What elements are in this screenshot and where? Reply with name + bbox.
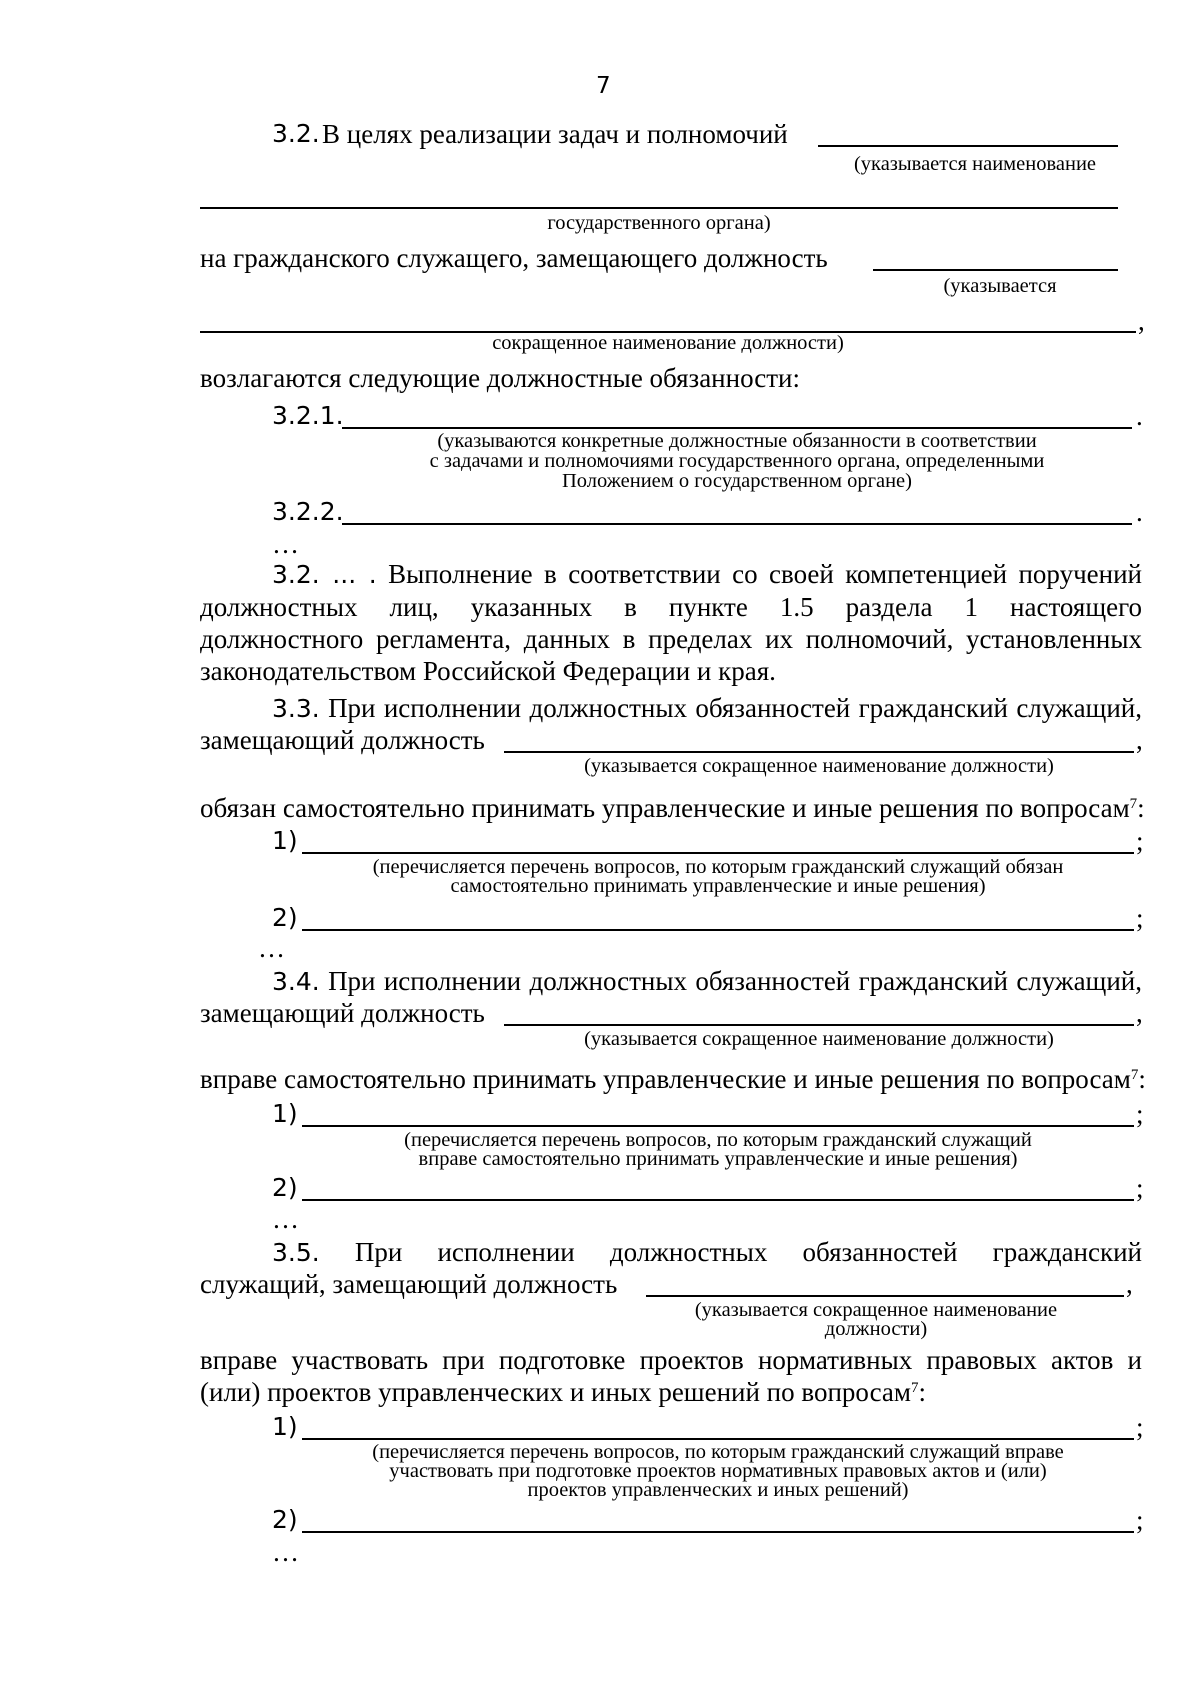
clause-number: 3.4. xyxy=(272,967,320,996)
paragraph xyxy=(200,1236,1142,1269)
field-hint: самостоятельно принимать управленческие и иные решения) xyxy=(450,875,986,897)
item-number: 1) xyxy=(272,1412,298,1441)
blank-line xyxy=(646,1295,1124,1297)
item-number: 1) xyxy=(272,826,298,855)
punctuation: ; xyxy=(1136,903,1144,933)
item-number: 2) xyxy=(272,903,298,932)
paragraph xyxy=(200,558,1142,687)
item-number: 3.2.2. xyxy=(272,497,344,526)
clause-line xyxy=(200,1344,1142,1376)
paragraph-line: законодательством Российской Федерации и края. xyxy=(200,656,776,686)
page-number: 7 xyxy=(596,73,611,99)
punctuation: : xyxy=(918,1377,926,1407)
footnote-ref: 7 xyxy=(910,1380,919,1396)
item-number: 1) xyxy=(272,1099,298,1128)
blank-line xyxy=(302,1438,1134,1440)
clause-text: вправе участвовать при подготовке проектов нормативных правовых актов и xyxy=(200,1345,1142,1375)
clause-number: 3.2. ... . xyxy=(272,560,377,589)
paragraph-line: должностного регламента, данных в пределах их полномочий, установленных xyxy=(200,624,1142,654)
field-hint: проектов управленческих и иных решений) xyxy=(527,1479,909,1501)
ellipsis: … xyxy=(272,1537,299,1567)
field-hint: государственного органа) xyxy=(547,212,771,234)
field-hint: должности) xyxy=(824,1318,928,1340)
field-hint: (перечисляется перечень вопросов, по которым гражданский служащий вправе xyxy=(372,1441,1064,1463)
field-hint: (указывается сокращенное наименование должности) xyxy=(584,755,1054,777)
clause-number: 3.2. xyxy=(272,119,320,148)
punctuation: ; xyxy=(1136,1412,1144,1442)
blank-line xyxy=(873,269,1118,271)
clause-text-main: вправе самостоятельно принимать управленческие и иные решения по вопросам xyxy=(200,1064,1131,1094)
ellipsis: … xyxy=(272,1204,299,1234)
field-hint: (указываются конкретные должностные обязанности в соответствии xyxy=(437,430,1037,452)
paragraph-line: должностных лиц, указанных в пункте 1.5 раздела 1 настоящего xyxy=(200,592,1142,622)
footnote-ref: 7 xyxy=(1129,796,1138,812)
clause-text: В целях реализации задач и полномочий xyxy=(322,119,788,149)
punctuation: , xyxy=(1136,998,1143,1028)
item-number: 2) xyxy=(272,1173,298,1202)
field-hint: (указывается сокращенное наименование должности) xyxy=(584,1028,1054,1050)
footnote-ref: 7 xyxy=(1130,1067,1139,1083)
clause-text-main: (или) проектов управленческих и иных решений по вопросам xyxy=(200,1377,911,1407)
punctuation: , xyxy=(1138,306,1145,336)
field-hint: (указывается наименование xyxy=(853,153,1097,175)
clause-text xyxy=(200,1376,926,1408)
clause-text: При исполнении должностных обязанностей гражданский служащий, xyxy=(328,966,1142,996)
blank-line xyxy=(200,207,1118,209)
field-hint: (указывается xyxy=(943,275,1057,297)
clause-text: замещающий должность xyxy=(200,725,485,755)
clause-text: возлагаются следующие должностные обязанности: xyxy=(200,363,800,393)
paragraph-line: Выполнение в соответствии со своей компетенцией поручений xyxy=(388,559,1142,589)
field-hint: (перечисляется перечень вопросов, по которым гражданский служащий xyxy=(404,1129,1032,1151)
paragraph xyxy=(200,965,1142,998)
punctuation: . xyxy=(1136,497,1143,527)
field-hint: участвовать при подготовке проектов нормативных правовых актов и (или) xyxy=(389,1460,1047,1482)
clause-text: замещающий должность xyxy=(200,998,485,1028)
clause-text-main: обязан самостоятельно принимать управленческие и иные решения по вопросам xyxy=(200,793,1130,823)
blank-line xyxy=(302,929,1134,931)
blank-line xyxy=(302,1531,1134,1533)
punctuation: . xyxy=(1136,401,1143,431)
field-hint: (указывается сокращенное наименование xyxy=(694,1299,1058,1321)
punctuation: : xyxy=(1137,793,1145,823)
field-hint: с задачами и полномочиями государственного органа, определенными xyxy=(429,450,1045,472)
field-hint: Положением о государственном органе) xyxy=(561,470,912,492)
punctuation: ; xyxy=(1136,1505,1144,1535)
clause-text: При исполнении должностных обязанностей гражданский служащий, xyxy=(328,693,1142,723)
paragraph xyxy=(200,692,1142,725)
item-number: 3.2.1. xyxy=(272,401,344,430)
clause-text: на гражданского служащего, замещающего должность xyxy=(200,243,828,273)
blank-line xyxy=(342,427,1132,429)
clause-text: При исполнении должностных обязанностей гражданский xyxy=(354,1237,1142,1267)
punctuation: ; xyxy=(1136,1099,1144,1129)
punctuation: , xyxy=(1126,1269,1133,1299)
blank-line xyxy=(818,145,1118,147)
clause-text: служащий, замещающий должность xyxy=(200,1269,618,1299)
punctuation: , xyxy=(1136,725,1143,755)
blank-line xyxy=(504,751,1134,753)
field-hint: вправе самостоятельно принимать управленческие и иные решения) xyxy=(418,1148,1018,1170)
blank-line xyxy=(302,1199,1134,1201)
punctuation: ; xyxy=(1136,826,1144,856)
blank-line xyxy=(302,852,1134,854)
ellipsis: … xyxy=(258,933,285,963)
clause-text xyxy=(200,1063,1146,1095)
clause-text xyxy=(200,792,1145,824)
blank-line xyxy=(342,523,1132,525)
clause-number: 3.3. xyxy=(272,694,320,723)
punctuation: : xyxy=(1138,1064,1146,1094)
blank-line xyxy=(302,1125,1134,1127)
punctuation: ; xyxy=(1136,1173,1144,1203)
field-hint: (перечисляется перечень вопросов, по которым гражданский служащий обязан xyxy=(372,856,1064,878)
ellipsis: … xyxy=(272,529,299,559)
blank-line xyxy=(504,1024,1134,1026)
item-number: 2) xyxy=(272,1505,298,1534)
clause-number: 3.5. xyxy=(272,1238,320,1267)
field-hint: сокращенное наименование должности) xyxy=(492,332,844,354)
